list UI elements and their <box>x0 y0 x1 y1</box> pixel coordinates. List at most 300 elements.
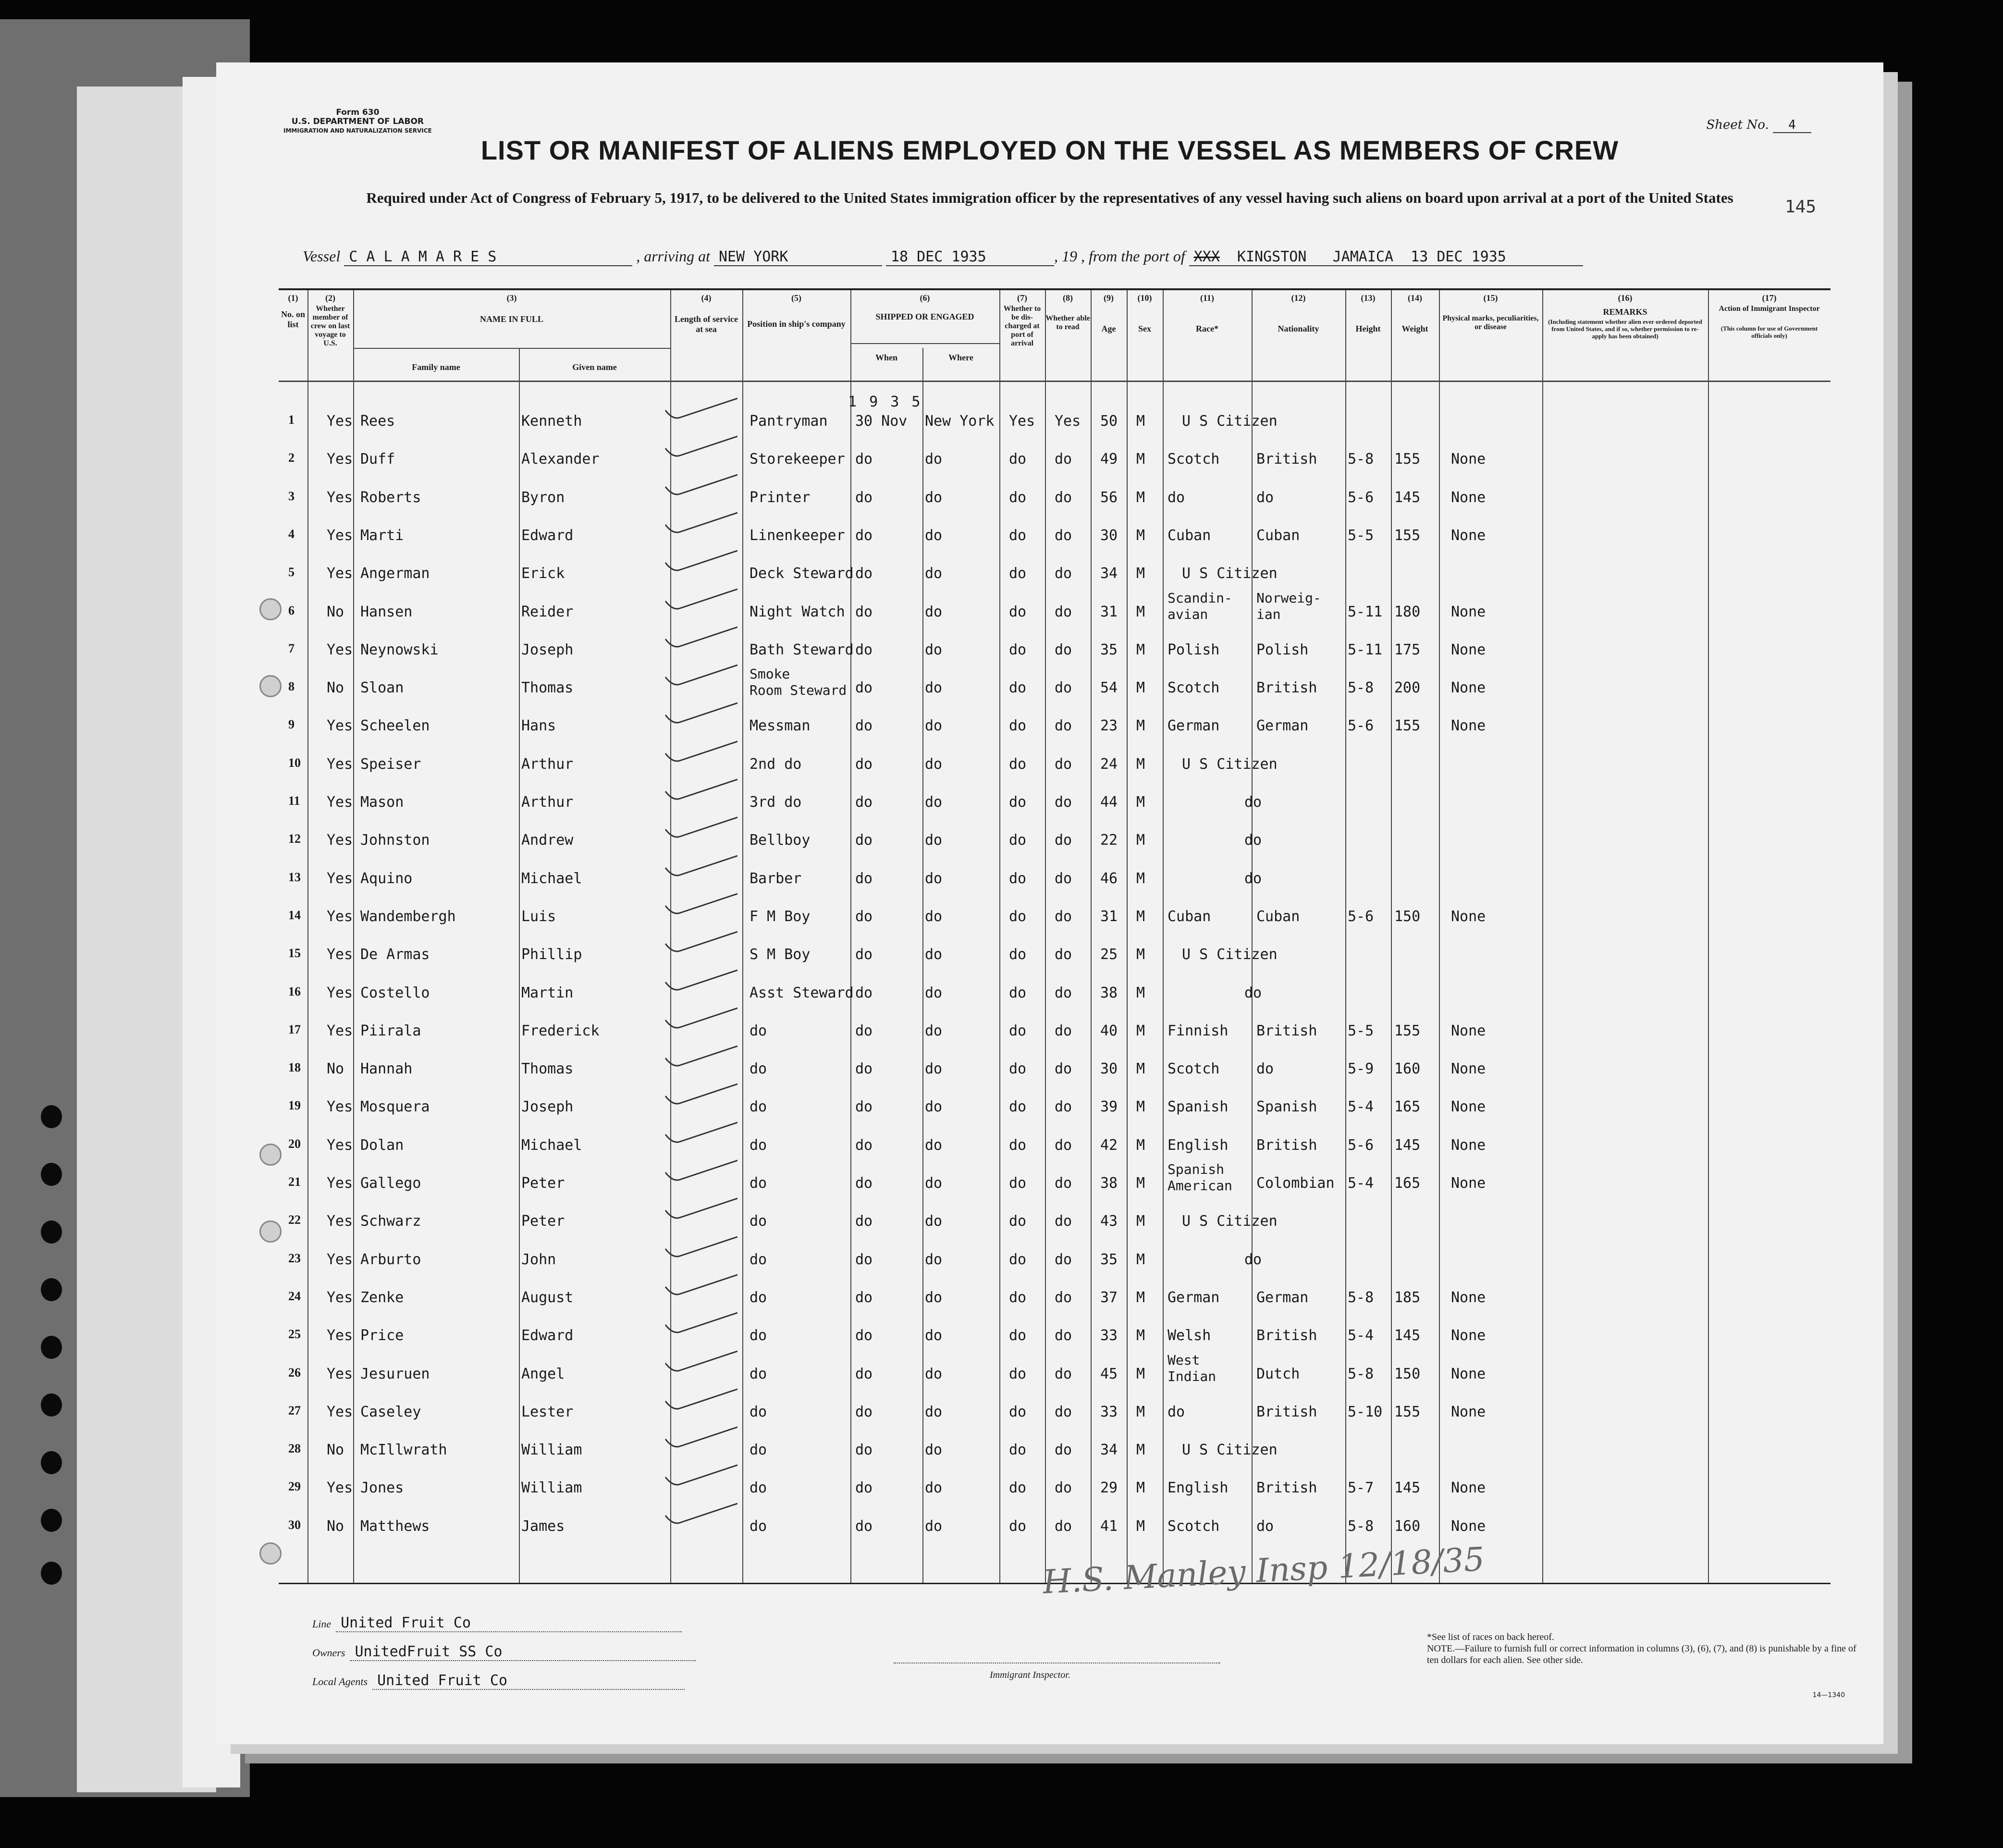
age-cell: 31 <box>1100 908 1118 925</box>
read-cell: do <box>1055 908 1072 925</box>
citizen-note: U S Citizen <box>1182 1213 1278 1230</box>
given-name-cell: John <box>521 1251 556 1268</box>
check-mark <box>661 434 737 458</box>
row-number: 20 <box>288 1136 301 1151</box>
column-rule <box>999 290 1000 1583</box>
position-cell: do <box>750 1327 767 1344</box>
given-name-cell: Michael <box>521 870 582 887</box>
column-rule <box>850 290 851 1583</box>
position-cell: do <box>750 1251 767 1268</box>
when-cell: do <box>855 1022 873 1039</box>
sex-cell: M <box>1136 1136 1145 1154</box>
check-mark <box>661 968 737 992</box>
nationality-cell: Norweig- ian <box>1256 590 1321 622</box>
row-number: 17 <box>288 1022 301 1036</box>
member-cell: Yes <box>327 413 353 430</box>
binder-hole <box>41 1163 62 1186</box>
family-name-cell: Speiser <box>360 755 421 773</box>
when-cell: do <box>855 908 873 925</box>
sex-cell: M <box>1136 908 1145 925</box>
given-name-cell: William <box>521 1479 582 1497</box>
column-rule <box>1163 290 1164 1583</box>
given-name-cell: Phillip <box>521 946 582 963</box>
position-cell: do <box>750 1403 767 1420</box>
given-name-cell: Reider <box>521 603 574 620</box>
weight-cell: 185 <box>1394 1289 1421 1306</box>
check-mark <box>661 510 737 534</box>
member-cell: Yes <box>327 1327 353 1344</box>
when-cell: do <box>855 1365 873 1382</box>
header-able-read: Whether able to read <box>1045 314 1090 331</box>
race-cell: Polish <box>1167 641 1220 658</box>
check-mark <box>661 396 737 420</box>
family-name-cell: De Armas <box>360 946 430 963</box>
age-cell: 38 <box>1100 984 1118 1001</box>
marks-cell: None <box>1451 679 1486 697</box>
where-cell: do <box>925 603 943 620</box>
column-rule <box>1045 290 1046 1583</box>
footer-agents: Local Agents United Fruit Co <box>312 1672 685 1690</box>
header-discharged: Whether to be dis-charged at port of arrival <box>1003 305 1041 347</box>
row-number: 21 <box>288 1175 301 1189</box>
family-name-cell: Hansen <box>360 603 413 620</box>
position-cell: do <box>750 1479 767 1497</box>
check-mark <box>661 1158 737 1182</box>
family-name-cell: Roberts <box>360 489 421 506</box>
read-cell: do <box>1055 527 1072 544</box>
check-mark <box>661 548 737 572</box>
sex-cell: M <box>1136 527 1145 544</box>
read-cell: do <box>1055 603 1072 620</box>
header-remarks: REMARKS <box>1603 307 1647 317</box>
read-cell: do <box>1055 1479 1072 1497</box>
sex-cell: M <box>1136 1022 1145 1039</box>
citizen-note: do <box>1244 794 1262 811</box>
discharged-cell: do <box>1009 1441 1027 1459</box>
header-action-note: (This column for use of Government officials only) <box>1720 325 1818 339</box>
race-cell: Scotch <box>1167 1517 1220 1535</box>
where-cell: do <box>925 527 943 544</box>
column-rule <box>742 290 743 1583</box>
binder-hole <box>41 1105 62 1128</box>
header-name: NAME IN FULL <box>479 314 543 324</box>
race-cell: Spanish <box>1167 1098 1229 1116</box>
position-cell: Night Watch <box>750 603 845 620</box>
age-cell: 25 <box>1100 946 1118 963</box>
height-cell: 5-7 <box>1348 1479 1374 1497</box>
check-mark <box>661 1006 737 1030</box>
departure-port: XXX KINGSTON JAMAICA 13 DEC 1935 <box>1189 248 1583 266</box>
family-name-cell: Sloan <box>360 679 404 697</box>
sex-cell: M <box>1136 755 1145 773</box>
family-name-cell: Zenke <box>360 1289 404 1306</box>
column-rule <box>1708 290 1709 1583</box>
weight-cell: 150 <box>1394 908 1421 925</box>
family-name-cell: Mosquera <box>360 1098 430 1116</box>
race-cell: Scotch <box>1167 451 1220 468</box>
member-cell: Yes <box>327 565 353 582</box>
citizen-note: U S Citizen <box>1182 755 1278 773</box>
position-cell: do <box>750 1441 767 1459</box>
weight-cell: 145 <box>1394 489 1421 506</box>
age-cell: 34 <box>1100 565 1118 582</box>
weight-cell: 160 <box>1394 1060 1421 1078</box>
sex-cell: M <box>1136 1175 1145 1192</box>
header-no: No. on list <box>281 309 305 329</box>
check-mark <box>661 1425 737 1449</box>
page-subtitle: Required under Act of Congress of February 5, 1917, to be delivered to the United States immigration officer by the representatives of any vessel having such aliens on board upon arrival at a port of the United States <box>366 189 1733 206</box>
row-number: 23 <box>288 1251 301 1265</box>
age-cell: 44 <box>1100 794 1118 811</box>
given-name-cell: Luis <box>521 908 556 925</box>
age-cell: 35 <box>1100 641 1118 658</box>
column-rule <box>1439 290 1440 1583</box>
check-mark <box>661 1463 737 1487</box>
when-cell: do <box>855 527 873 544</box>
sex-cell: M <box>1136 1441 1145 1459</box>
height-cell: 5-6 <box>1348 1136 1374 1154</box>
where-cell: do <box>925 1213 943 1230</box>
given-name-cell: Andrew <box>521 832 574 849</box>
column-rule <box>1391 290 1392 1583</box>
check-mark <box>661 1310 737 1334</box>
position-cell: do <box>750 1365 767 1382</box>
age-cell: 29 <box>1100 1479 1118 1497</box>
age-cell: 31 <box>1100 603 1118 620</box>
column-rule <box>1345 290 1346 1583</box>
sex-cell: M <box>1136 1479 1145 1497</box>
family-name-cell: Jesuruen <box>360 1365 430 1382</box>
height-cell: 5-4 <box>1348 1175 1374 1192</box>
row-number: 16 <box>288 984 301 998</box>
row-number: 7 <box>288 641 295 655</box>
read-cell: do <box>1055 1175 1072 1192</box>
where-cell: do <box>925 870 943 887</box>
when-cell: 30 Nov <box>855 413 908 430</box>
position-cell: F M Boy <box>750 908 811 925</box>
binder-hole <box>41 1336 62 1359</box>
read-cell: do <box>1055 1098 1072 1116</box>
arrival-date: 18 DEC 1935 <box>886 248 1054 266</box>
row-number: 10 <box>288 755 301 770</box>
marks-cell: None <box>1451 1060 1486 1078</box>
check-mark <box>661 853 737 877</box>
row-number: 26 <box>288 1365 301 1380</box>
binder-hole <box>41 1220 62 1244</box>
age-cell: 45 <box>1100 1365 1118 1382</box>
where-cell: do <box>925 984 943 1001</box>
sex-cell: M <box>1136 1213 1145 1230</box>
header-physical: Physical marks, peculiarities, or disease <box>1442 314 1539 331</box>
discharged-cell: do <box>1009 489 1027 506</box>
member-cell: No <box>327 603 344 620</box>
check-mark <box>661 1501 737 1525</box>
race-cell: Scandin- avian <box>1167 590 1232 622</box>
race-cell: West Indian <box>1167 1352 1217 1384</box>
member-cell: Yes <box>327 1213 353 1230</box>
header-height: Height <box>1355 324 1381 333</box>
row-number: 5 <box>288 565 295 579</box>
sex-cell: M <box>1136 1517 1145 1535</box>
sex-cell: M <box>1136 946 1145 963</box>
position-cell: 3rd do <box>750 794 802 811</box>
age-cell: 24 <box>1100 755 1118 773</box>
header-position: Position in ship's company <box>747 319 846 329</box>
crew-table: (1) No. on list (2) Whether member of crew on last voyage to U.S. (3) NAME IN FULL Family name Given name (4) Length of service at sea (5) Position in ship's company (6) SHIPPED OR ENGAGED When Where (7) Whether to be dis-charged at port of arrival (8) Whether able to read (9) Age (10) Sex (11) Race* (12) Nationality (13) Height (14) Weight (15) Physical marks, peculiarities, or disease (16) REMARKS (Including statement whether alien ever ordered deported from United States, and if so, whether permission to re-apply has been obtained) (17) Action of Immigrant Inspector (This column for use of Government officials only) 1 9 3 5 1 Yes Rees Kenneth Pantryman 30 Nov New York Yes Yes 50 M U S Citizen 2 Yes Duff Alexander Storekeeper do do do do 49 M Scotch British 5-8 155 None 3 Yes Roberts Byron Printer do do do do 56 M do do 5-6 145 None 4 Yes Marti Edward Linenkeeper do do do do 30 M Cuban Cuban 5-5 155 None 5 Yes Angerman Erick Deck Steward do do do do 34 M U S Citizen 6 No Hansen Reider Night Watch do do do do 31 M Scandin- avian Norweig- ian 5-11 180 None 7 Yes Neynowski Joseph Bath Steward do do do do 35 M Polish Polish 5-11 175 None 8 No Sloan Thomas Smoke Room Steward do do do do 54 M Scotch British 5-8 200 None 9 Yes Scheelen Hans Messman do do do do 23 M German German 5-6 155 None 10 Yes Speiser Arthur 2nd do do do do do 24 M U S Citizen 11 Yes Mason Arthur 3rd do do do do do 44 M do 12 Yes Johnston Andrew Bellboy do do do do 22 M do 13 Yes Aquino Michael Barber do do do do 46 M do 14 Yes Wandembergh Luis F M Boy do do do do 31 M Cuban Cuban 5-6 150 None 15 Yes De Armas Phillip S M Boy do do do do 25 M U S Citizen 16 Yes Costello Martin Asst Steward do do do do 38 M do 17 Yes Piirala Frederick do do do do do 40 M Finnish British 5-5 155 None 18 No Hannah Thomas do do do do do 30 M Scotch do 5-9 160 None 19 Yes Mosquera Joseph do do do do do 39 M Spanish Spanish 5-4 165 None 20 Yes Dolan Michael do do do do do 42 M English British 5-6 145 None 21 Yes Gallego Peter do do do do do 38 M Spanish American Colombian 5-4 165 None 22 Yes Schwarz Peter do do do do do 43 M U S Citizen 23 Yes Arburto John do do do do do 35 M do 24 Yes Zenke August do do do do do 37 M German German 5-8 185 None 25 Yes Price Edward do do do do do 33 M Welsh British 5-4 145 None 26 Yes Jesuruen Angel do do do do do 45 M West Indian Dutch 5-8 150 None 27 Yes Caseley Lester do do do do do 33 M do British 5-10 155 None 28 No McIllwrath William do do do do do 34 M U S Citizen 29 Yes Jones William do do do do do 29 M English British 5-7 145 None 30 No Matthews James do do do do do 41 M Scotch do 5-8 160 None <box>279 288 1831 1584</box>
marks-cell: None <box>1451 1365 1486 1382</box>
marks-cell: None <box>1451 527 1486 544</box>
discharged-cell: do <box>1009 832 1027 849</box>
sex-cell: M <box>1136 1098 1145 1116</box>
marks-cell: None <box>1451 451 1486 468</box>
nationality-cell: British <box>1256 679 1317 697</box>
discharged-cell: do <box>1009 1479 1027 1497</box>
where-cell: do <box>925 1441 943 1459</box>
age-cell: 35 <box>1100 1251 1118 1268</box>
citizen-note: do <box>1244 870 1262 887</box>
when-cell: do <box>855 870 873 887</box>
discharged-cell: do <box>1009 1517 1027 1535</box>
citizen-note: do <box>1244 832 1262 849</box>
check-mark <box>661 777 737 801</box>
member-cell: Yes <box>327 908 353 925</box>
nationality-cell: Polish <box>1256 641 1309 658</box>
read-cell: do <box>1055 679 1072 697</box>
member-cell: No <box>327 1441 344 1459</box>
read-cell: do <box>1055 832 1072 849</box>
height-cell: 5-11 <box>1348 641 1383 658</box>
discharged-cell: do <box>1009 1175 1027 1192</box>
row-number: 25 <box>288 1327 301 1342</box>
family-name-cell: Arburto <box>360 1251 421 1268</box>
read-cell: do <box>1055 489 1072 506</box>
age-cell: 37 <box>1100 1289 1118 1306</box>
row-number: 30 <box>288 1517 301 1532</box>
sheet-number: Sheet No. 4 <box>1706 118 1811 133</box>
when-cell: do <box>855 1213 873 1230</box>
given-name-cell: Michael <box>521 1136 582 1154</box>
check-mark <box>661 739 737 763</box>
binder-hole <box>41 1278 62 1301</box>
where-cell: do <box>925 755 943 773</box>
family-name-cell: Scheelen <box>360 717 430 735</box>
weight-cell: 150 <box>1394 1365 1421 1382</box>
read-cell: do <box>1055 1517 1072 1535</box>
position-cell: do <box>750 1517 767 1535</box>
discharged-cell: do <box>1009 679 1027 697</box>
row-number: 13 <box>288 870 301 884</box>
family-name-cell: Piirala <box>360 1022 421 1039</box>
weight-cell: 155 <box>1394 717 1421 735</box>
race-cell: English <box>1167 1136 1229 1154</box>
where-cell: do <box>925 794 943 811</box>
height-cell: 5-9 <box>1348 1060 1374 1078</box>
check-mark <box>661 1044 737 1068</box>
weight-cell: 160 <box>1394 1517 1421 1535</box>
marks-cell: None <box>1451 1289 1486 1306</box>
where-cell: do <box>925 1289 943 1306</box>
read-cell: Yes <box>1055 413 1081 430</box>
position-cell: Asst Steward <box>750 984 854 1001</box>
column-rule <box>922 348 923 1583</box>
header-sex: Sex <box>1138 324 1151 333</box>
discharged-cell: do <box>1009 527 1027 544</box>
member-cell: Yes <box>327 870 353 887</box>
given-name-cell: Lester <box>521 1403 574 1420</box>
row-number: 29 <box>288 1479 301 1494</box>
member-cell: No <box>327 1060 344 1078</box>
member-cell: Yes <box>327 1022 353 1039</box>
sex-cell: M <box>1136 794 1145 811</box>
family-name-cell: Matthews <box>360 1517 430 1535</box>
age-cell: 39 <box>1100 1098 1118 1116</box>
weight-cell: 145 <box>1394 1327 1421 1344</box>
nationality-cell: British <box>1256 1403 1317 1420</box>
sex-cell: M <box>1136 603 1145 620</box>
column-rule <box>519 348 520 1583</box>
position-cell: Deck Steward <box>750 565 854 582</box>
position-cell: do <box>750 1060 767 1078</box>
when-cell: do <box>855 1251 873 1268</box>
age-cell: 46 <box>1100 870 1118 887</box>
sex-cell: M <box>1136 1289 1145 1306</box>
row-number: 14 <box>288 908 301 922</box>
citizen-note: U S Citizen <box>1182 946 1278 963</box>
member-cell: Yes <box>327 984 353 1001</box>
check-mark <box>661 1387 737 1411</box>
position-cell: do <box>750 1175 767 1192</box>
height-cell: 5-8 <box>1348 679 1374 697</box>
given-name-cell: Hans <box>521 717 556 735</box>
row-number: 6 <box>288 603 295 617</box>
age-cell: 41 <box>1100 1517 1118 1535</box>
age-cell: 42 <box>1100 1136 1118 1154</box>
header-rule <box>850 343 999 344</box>
given-name-cell: Arthur <box>521 794 574 811</box>
nationality-cell: British <box>1256 1479 1317 1497</box>
header-given: Given name <box>572 362 617 372</box>
member-cell: No <box>327 679 344 697</box>
where-cell: do <box>925 908 943 925</box>
check-mark <box>661 472 737 496</box>
height-cell: 5-10 <box>1348 1403 1383 1420</box>
column-rule <box>1091 290 1092 1583</box>
header-race: Race* <box>1196 324 1218 333</box>
discharged-cell: do <box>1009 946 1027 963</box>
marks-cell: None <box>1451 1479 1486 1497</box>
when-cell: do <box>855 641 873 658</box>
height-cell: 5-6 <box>1348 908 1374 925</box>
when-cell: do <box>855 1517 873 1535</box>
arrival-port: NEW YORK <box>714 248 882 266</box>
age-cell: 43 <box>1100 1213 1118 1230</box>
sex-cell: M <box>1136 1365 1145 1382</box>
when-cell: do <box>855 755 873 773</box>
column-rule <box>1127 290 1128 1583</box>
footer-line: Line United Fruit Co <box>312 1614 682 1632</box>
position-cell: Smoke Room Steward <box>750 666 847 699</box>
citizen-note: do <box>1244 984 1262 1001</box>
discharged-cell: do <box>1009 1365 1027 1382</box>
where-cell: do <box>925 565 943 582</box>
header-bottom-rule <box>279 381 1831 382</box>
member-cell: Yes <box>327 1175 353 1192</box>
header-rule <box>353 348 670 349</box>
where-cell: do <box>925 1403 943 1420</box>
when-cell: do <box>855 984 873 1001</box>
member-cell: Yes <box>327 1136 353 1154</box>
given-name-cell: Frederick <box>521 1022 600 1039</box>
sex-cell: M <box>1136 413 1145 430</box>
position-cell: S M Boy <box>750 946 811 963</box>
discharged-cell: do <box>1009 1327 1027 1344</box>
height-cell: 5-5 <box>1348 527 1374 544</box>
age-cell: 54 <box>1100 679 1118 697</box>
position-cell: do <box>750 1289 767 1306</box>
page-title: LIST OR MANIFEST OF ALIENS EMPLOYED ON THE VESSEL AS MEMBERS OF CREW <box>480 135 1619 165</box>
where-cell: do <box>925 946 943 963</box>
member-cell: No <box>327 1517 344 1535</box>
check-mark <box>661 1082 737 1106</box>
nationality-cell: Cuban <box>1256 527 1300 544</box>
row-number: 22 <box>288 1213 301 1227</box>
marks-cell: None <box>1451 1327 1486 1344</box>
when-cell: do <box>855 603 873 620</box>
discharged-cell: do <box>1009 1289 1027 1306</box>
row-number: 8 <box>288 679 295 694</box>
check-mark <box>661 701 737 725</box>
nationality-cell: Colombian <box>1256 1175 1335 1192</box>
weight-cell: 155 <box>1394 1022 1421 1039</box>
given-name-cell: Arthur <box>521 755 574 773</box>
where-cell: do <box>925 1060 943 1078</box>
height-cell: 5-8 <box>1348 1365 1374 1382</box>
family-name-cell: Dolan <box>360 1136 404 1154</box>
height-cell: 5-6 <box>1348 717 1374 735</box>
read-cell: do <box>1055 1441 1072 1459</box>
sex-cell: M <box>1136 489 1145 506</box>
weight-cell: 175 <box>1394 641 1421 658</box>
discharged-cell: do <box>1009 603 1027 620</box>
row-number: 2 <box>288 451 295 465</box>
race-cell: German <box>1167 717 1220 735</box>
member-cell: Yes <box>327 489 353 506</box>
race-cell: English <box>1167 1479 1229 1497</box>
where-cell: do <box>925 451 943 468</box>
year-note: 1 9 3 5 <box>848 394 922 410</box>
weight-cell: 155 <box>1394 451 1421 468</box>
race-cell: Welsh <box>1167 1327 1211 1344</box>
position-cell: do <box>750 1022 767 1039</box>
age-cell: 56 <box>1100 489 1118 506</box>
age-cell: 33 <box>1100 1403 1118 1420</box>
read-cell: do <box>1055 1060 1072 1078</box>
height-cell: 5-5 <box>1348 1022 1374 1039</box>
sex-cell: M <box>1136 641 1145 658</box>
marks-cell: None <box>1451 908 1486 925</box>
family-name-cell: Jones <box>360 1479 404 1497</box>
nationality-cell: British <box>1256 1327 1317 1344</box>
where-cell: do <box>925 1517 943 1535</box>
sex-cell: M <box>1136 1060 1145 1078</box>
given-name-cell: Joseph <box>521 641 574 658</box>
sex-cell: M <box>1136 1327 1145 1344</box>
where-cell: do <box>925 1365 943 1382</box>
race-cell: Scotch <box>1167 1060 1220 1078</box>
family-name-cell: Johnston <box>360 832 430 849</box>
member-cell: Yes <box>327 1365 353 1382</box>
where-cell: do <box>925 1022 943 1039</box>
